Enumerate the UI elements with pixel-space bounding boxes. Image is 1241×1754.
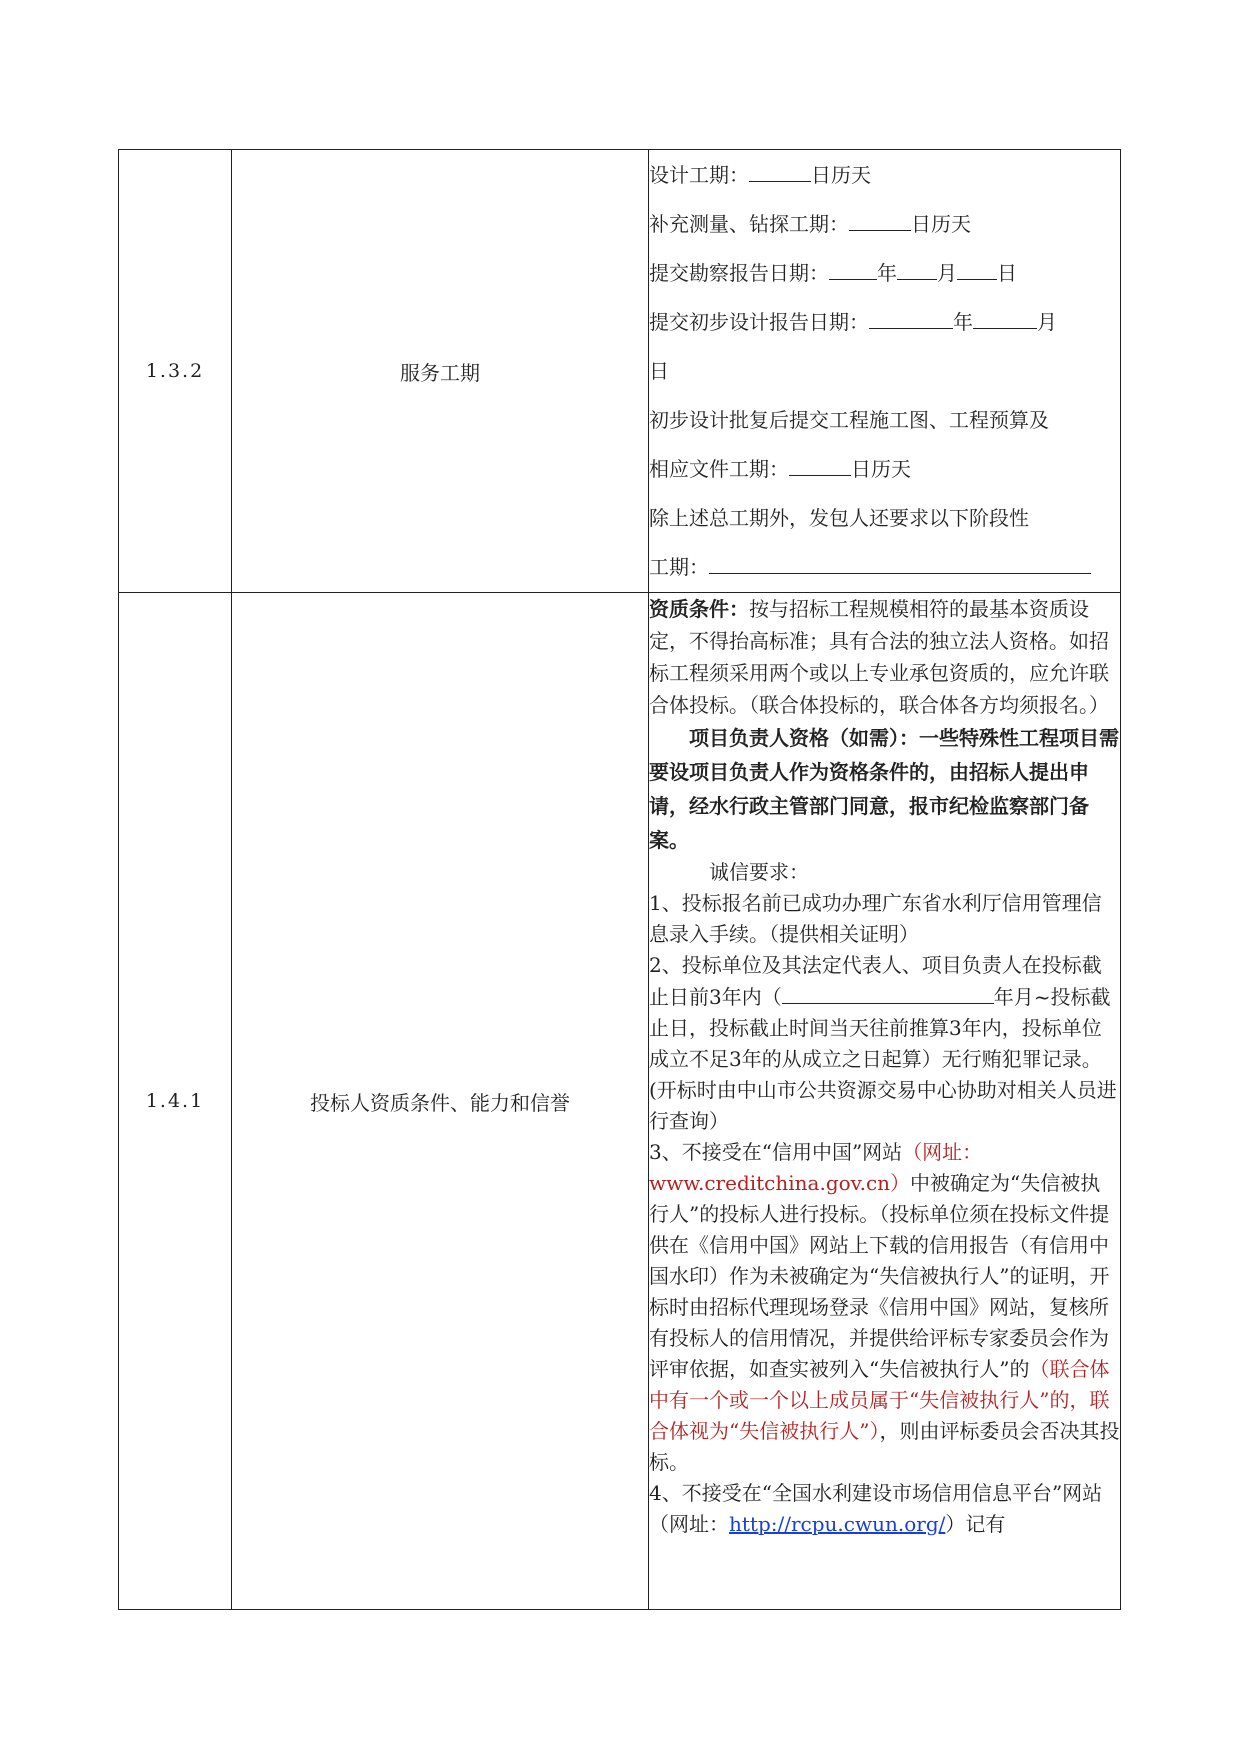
clause-name: 投标人资质条件、能力和信誉 [232,593,649,1610]
cwun-link[interactable]: http://rcpu.cwun.org/ [729,1512,946,1536]
qualification-paragraph: 资质条件：按与招标工程规模相符的最基本资质设定，不得抬高标准；具有合法的独立法人资格。如招标工程须采用两个或以上专业承包资质的，应允许联合体投标。（联合体投标的，联合体各方均须报名。） [649,597,1109,717]
survey-report-date-line: 提交勘察报告日期： 年 月 日 [649,249,1120,298]
prelim-report-date-line: 提交初步设计报告日期： 年 月 [649,298,1120,347]
clause-content [649,593,1121,1610]
credit-item-3: 3、不接受在“信用中国”网站（网址：www.creditchina.gov.cn）中被确定为“失信被执行人”的投标人进行投标。（投标单位须在投标文件提供在《信用中国》网站上下载的信用报告（有信用中国水印）作为未被确定为“失信被执行人”的证明，开标时由招标代理现场登录《信用中国》网站，复核所有投标人的信用情况，并提供给评标专家委员会作为评审依据，如查实被列入“失信被执行人”的（联合体中有一个或一个以上成员属于“失信被执行人”的，联合体视为“失信被执行人”），则由评标委员会否决其投标。 [649,1140,1120,1474]
stage-period-line: 除上述总工期外，发包人还要求以下阶段性 [649,505,1029,530]
prelim-report-date-line-cont: 日 [649,358,669,383]
stage-period-blank-line: 工期： [649,543,1120,592]
table-row [119,593,1121,1610]
credit-item-1: 1、投标报名前已成功办理广东省水利厅信用管理信息录入手续。（提供相关证明） [649,891,1102,946]
design-period-line: 设计工期： 日历天 [649,151,1120,200]
table-row [119,150,1121,593]
survey-period-line: 补充测量、钻探工期： 日历天 [649,200,1120,249]
clause-content [649,150,1121,593]
credit-item-4: 4、不接受在“全国水利建设市场信用信息平台”网站（网址：http://rcpu.cwun.org/）记有 [649,1481,1103,1536]
project-leader-paragraph: 项目负责人资格（如需）：一些特殊性工程项目需要设项目负责人作为资格条件的，由招标人提出申请，经水行政主管部门同意，报市纪检监察部门备案。 [649,726,1119,852]
bid-data-table [118,149,1121,1610]
doc-period-line: 相应文件工期： 日历天 [649,445,1120,494]
clause-number: 1.3.2 [119,150,232,593]
clause-number: 1.4.1 [119,593,232,1610]
clause-name: 服务工期 [232,150,649,593]
construction-drawing-line: 初步设计批复后提交工程施工图、工程预算及 [649,407,1049,432]
credit-item-2: 2、投标单位及其法定代表人、项目负责人在投标截止日前3年内（ 年月~投标截止日，投标截止时间当天往前推算3年内，投标单位成立不足3年的从成立之日起算）无行贿犯罪记录。(开标时由中山市公共资源交易中心协助对相关人员进行查询） [649,953,1117,1133]
credit-title: 诚信要求： [709,860,809,884]
